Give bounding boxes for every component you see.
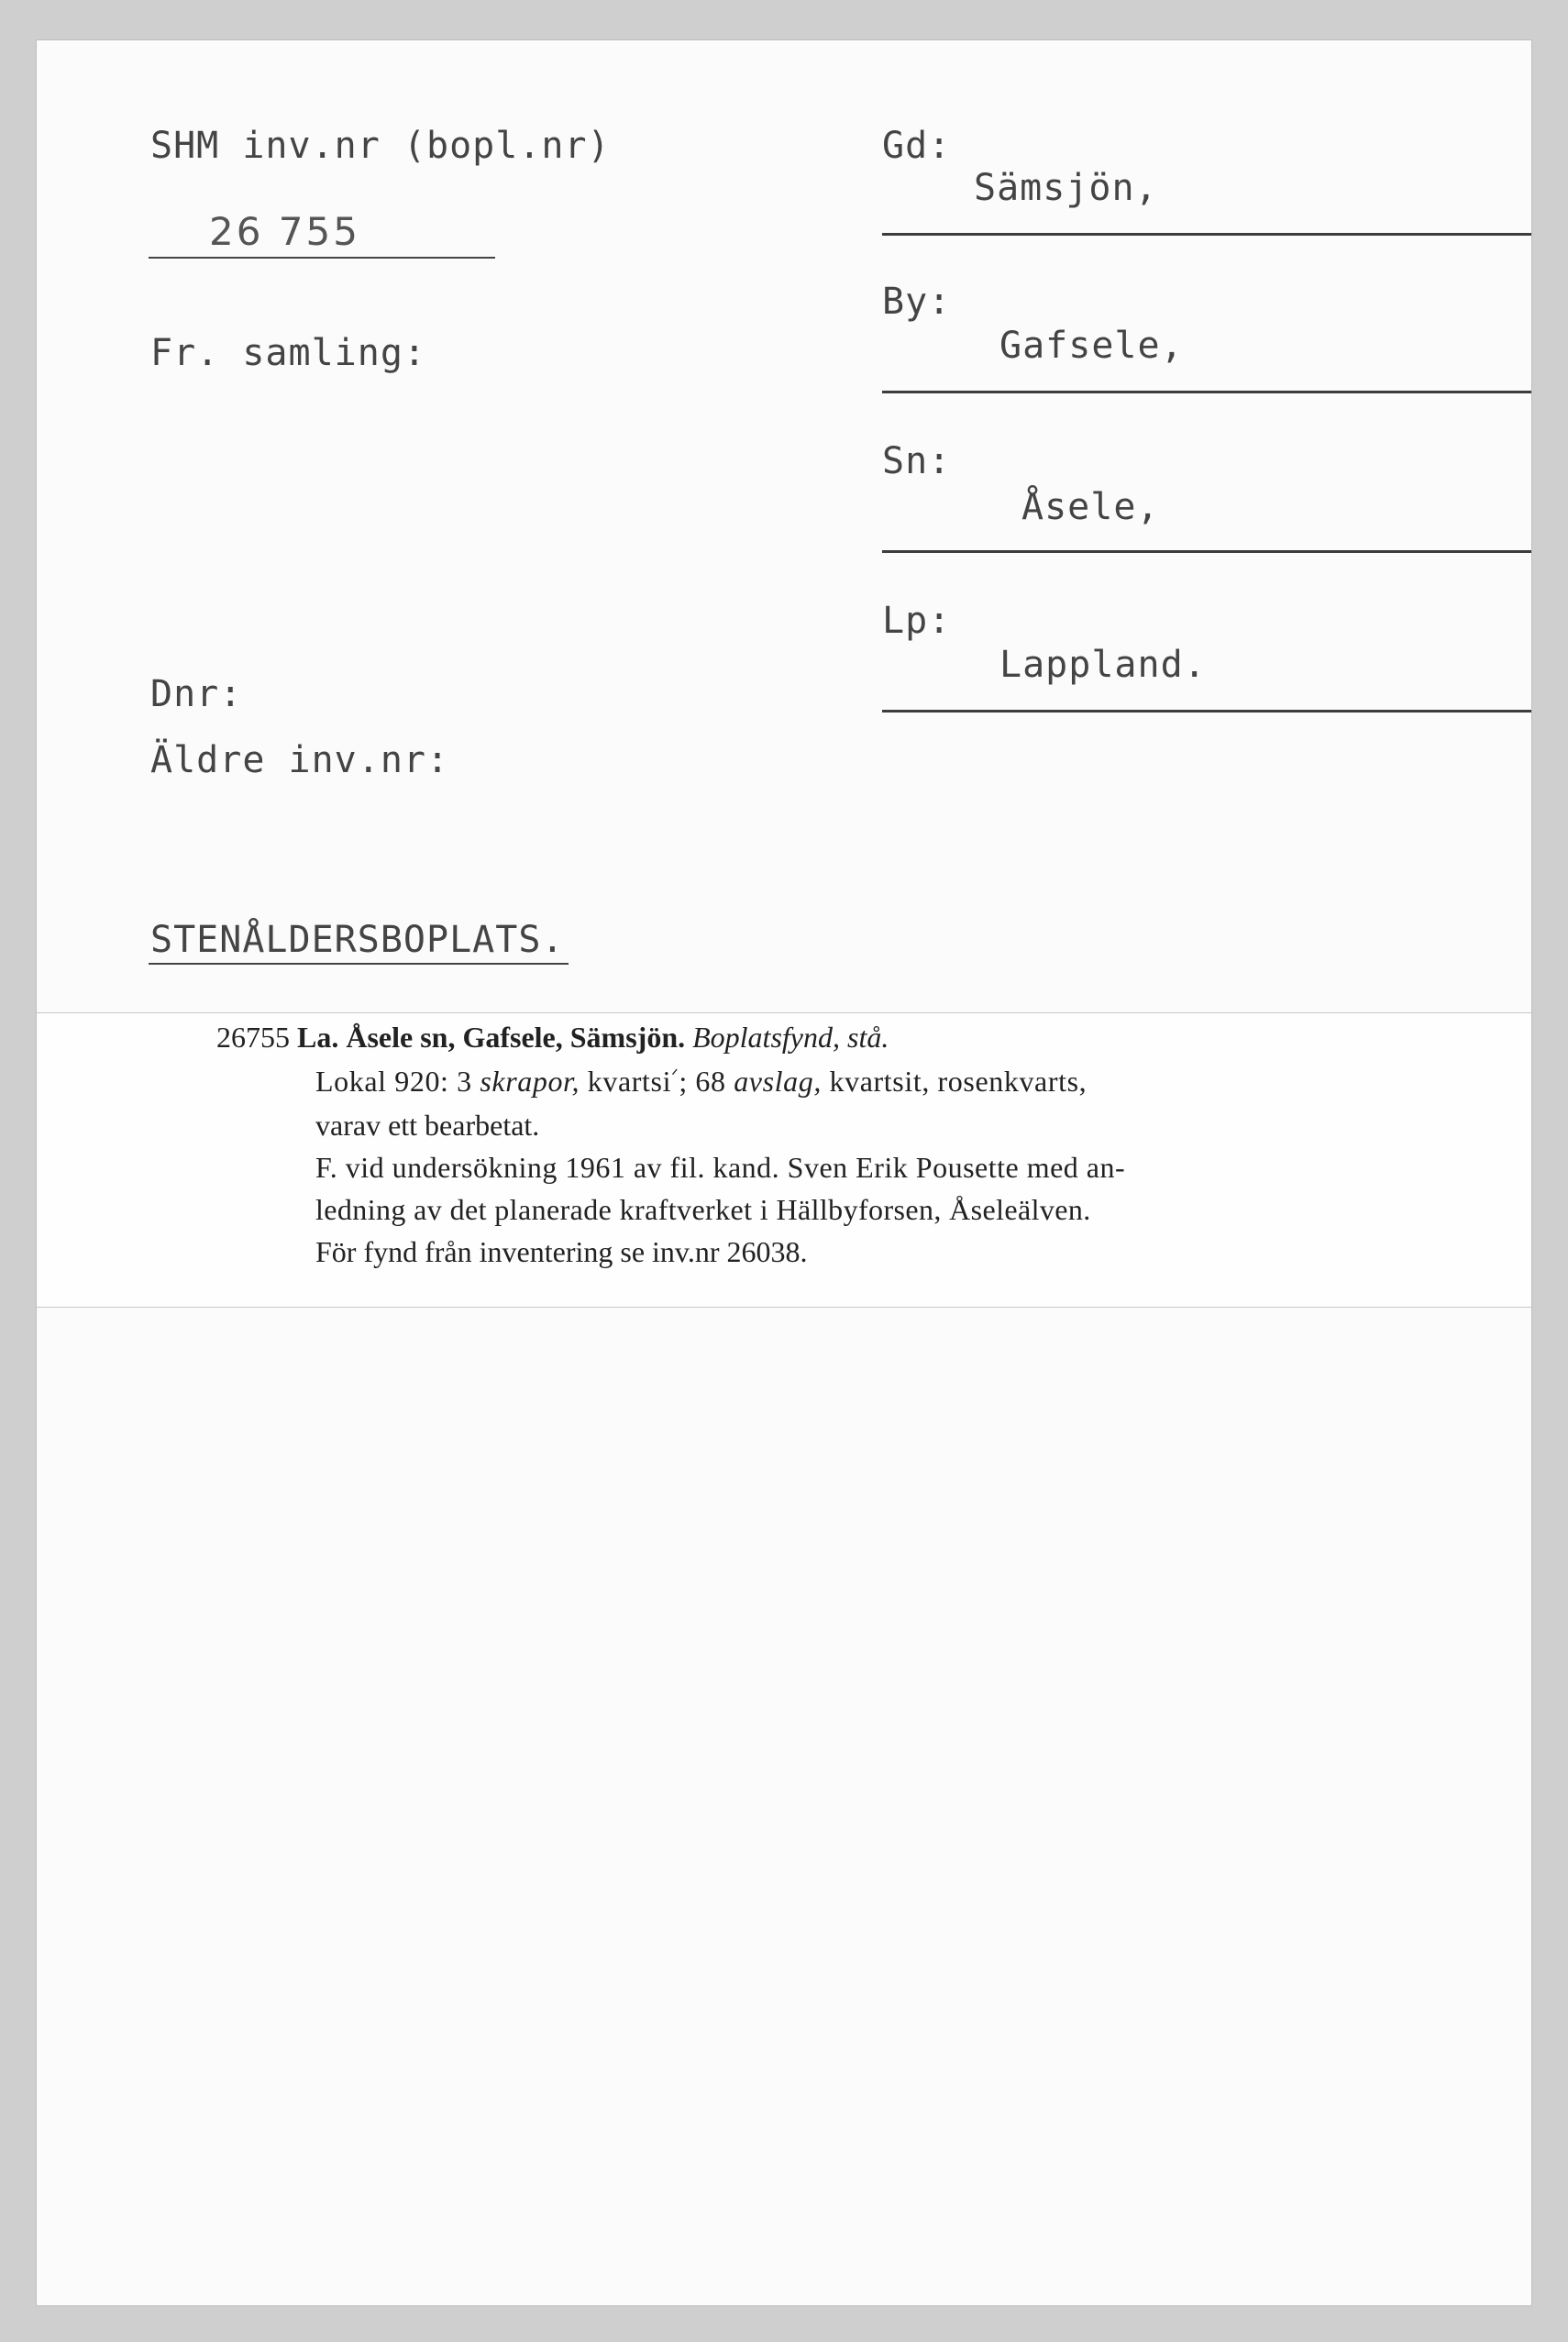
fr-samling-label: Fr. samling: bbox=[150, 332, 426, 374]
by-label: By: bbox=[882, 281, 952, 323]
gd-value: Sämsjön, bbox=[974, 167, 1158, 209]
lp-label: Lp: bbox=[882, 600, 952, 642]
entry-line-4: F. vid undersökning 1961 av fil. kand. Sven Erik Pousette med an- bbox=[315, 1151, 1126, 1184]
catalog-card bbox=[37, 40, 1531, 2305]
entry-line-6: För fynd från inventering se inv.nr 26038. bbox=[315, 1235, 808, 1268]
entry-line-1 bbox=[216, 1021, 889, 1055]
dnr-label: Dnr: bbox=[150, 673, 243, 715]
entry-heading: La. Åsele sn, Gafsele, Sämsjön. bbox=[297, 1021, 686, 1054]
inv-label: SHM inv.nr (bopl.nr) bbox=[150, 125, 611, 167]
category-underline bbox=[149, 963, 569, 965]
sn-rule bbox=[882, 550, 1531, 553]
gd-rule bbox=[882, 233, 1531, 236]
entry-line-3: varav ett bearbetat. bbox=[315, 1109, 540, 1142]
gd-label: Gd: bbox=[882, 125, 952, 167]
entry-line-5: ledning av det planerade kraftverket i Hällbyforsen, Åseleälven. bbox=[315, 1193, 1091, 1226]
category-heading: STENÅLDERSBOPLATS. bbox=[150, 919, 565, 961]
lp-rule bbox=[882, 710, 1531, 713]
by-value: Gafsele, bbox=[999, 325, 1184, 367]
aldre-inv-label: Äldre inv.nr: bbox=[150, 739, 450, 781]
inv-number: 26 755 bbox=[209, 209, 360, 254]
entry-number: 26755 bbox=[216, 1021, 290, 1054]
sn-value: Åsele, bbox=[1021, 486, 1160, 528]
entry-type: Boplatsfynd, stå. bbox=[692, 1021, 889, 1054]
inv-number-underline bbox=[149, 257, 495, 259]
by-rule bbox=[882, 391, 1531, 393]
lp-value: Lappland. bbox=[999, 644, 1207, 686]
entry-line-2: Lokal 920: 3 skrapor, kvartsi$^ᐟ$; 68 avslag, kvartsit, rosenkvarts, bbox=[315, 1065, 1088, 1098]
sn-label: Sn: bbox=[882, 440, 952, 482]
catalog-entry-label bbox=[37, 1012, 1531, 1308]
